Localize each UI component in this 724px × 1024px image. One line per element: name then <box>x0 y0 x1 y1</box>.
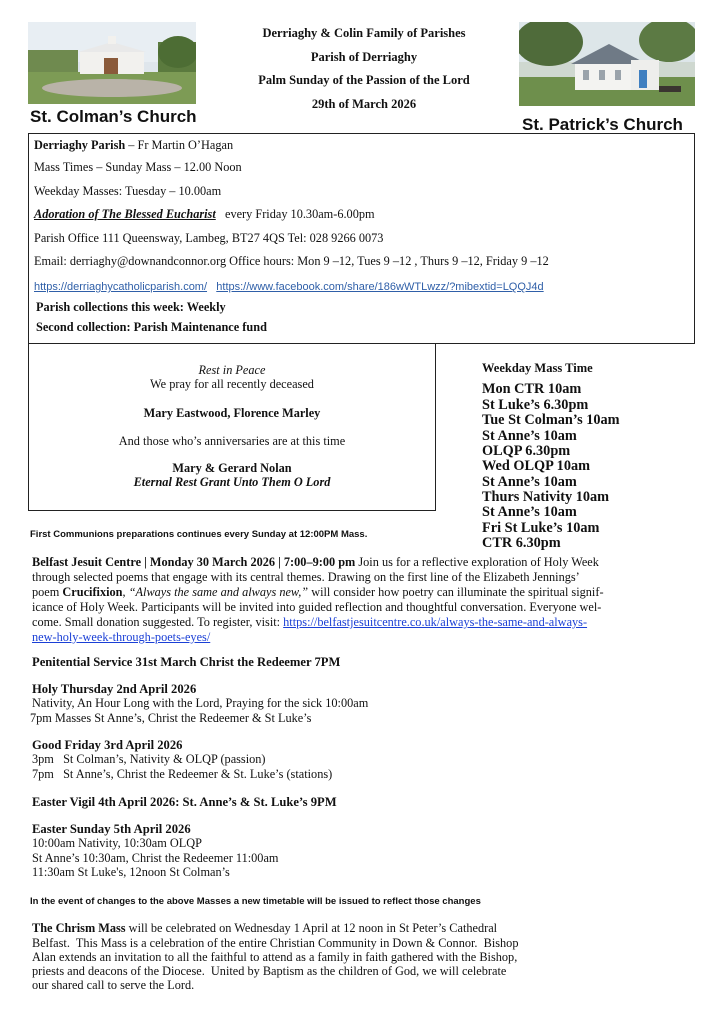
weekday-item: Thurs Nativity 10am <box>482 489 610 505</box>
jesuit-comma: , <box>122 585 129 599</box>
easter-sunday-title: Easter Sunday 5th April 2026 <box>32 822 191 836</box>
priest-name: – Fr Martin O’Hagan <box>125 138 234 152</box>
st-colmans-church-photo <box>28 22 196 104</box>
jesuit-register-link[interactable]: https://belfastjesuitcentre.co.uk/always-the-same-and-always- <box>283 615 588 629</box>
holy-thursday-title: Holy Thursday 2nd April 2026 <box>32 682 197 696</box>
st-patricks-church-label: St. Patrick’s Church <box>522 115 683 134</box>
jesuit-line-3 <box>32 585 604 600</box>
holy-thursday-line: 7pm Masses St Anne’s, Christ the Redeemer & St Luke’s <box>30 711 312 725</box>
jesuit-intro: Belfast Jesuit Centre | Monday 30 March 2026 | 7:00–9:00 pm <box>32 555 356 569</box>
penitential-service: Penitential Service 31st March Christ the Redeemer 7PM <box>32 655 341 669</box>
rip-closing: Eternal Rest Grant Unto Them O Lord <box>133 475 331 489</box>
parish-priest-line <box>34 138 233 153</box>
chrism-line-3: Alan extends an invitation to all the faithful to attend as a family in faith gathered with the Bishop, <box>32 950 518 964</box>
poem-quote: “Always the same and always new,” <box>128 585 309 599</box>
parish-collections: Parish collections this week: Weekly <box>36 300 226 314</box>
adoration-time: every Friday 10.30am-6.00pm <box>224 207 375 221</box>
chrism-line-2: Belfast. This Mass is a celebration of the entire Christian Community in Down & Connor. Bishop <box>32 936 519 950</box>
weekday-item: CTR 6.30pm <box>482 535 561 551</box>
header-liturgical-day: Palm Sunday of the Passion of the Lord <box>258 73 470 87</box>
weekday-item: St Luke’s 6.30pm <box>482 397 589 413</box>
jesuit-intro-rest: Join us for a reflective exploration of Holy Week <box>355 555 599 569</box>
easter-sunday-line: 11:30am St Luke's, 12noon St Colman’s <box>32 865 230 879</box>
rest-in-peace-box <box>28 343 436 511</box>
rip-anniversaries: And those who’s anniversaries are at this time <box>118 434 346 448</box>
weekday-item: St Anne’s 10am <box>482 474 577 490</box>
website-link[interactable]: https://derriaghycatholicparish.com/ <box>34 281 208 293</box>
chrism-line-4: priests and deacons of the Diocese. United by Baptism as the children of God, we will celebrate <box>32 964 507 978</box>
weekday-item: St Anne’s 10am <box>482 504 577 520</box>
good-friday-title: Good Friday 3rd April 2026 <box>32 738 183 752</box>
holy-thursday-line: Nativity, An Hour Long with the Lord, Praying for the sick 10:00am <box>32 696 369 710</box>
easter-sunday-line: 10:00am Nativity, 10:30am OLQP <box>32 836 202 850</box>
weekday-item: Mon CTR 10am <box>482 381 582 397</box>
good-friday-line: 7pm St Anne’s, Christ the Redeemer & St. Luke’s (stations) <box>32 767 333 781</box>
jesuit-line-3-rest: will consider how poetry can illuminate the spiritual signif- <box>308 585 604 599</box>
rip-pray: We pray for all recently deceased <box>150 377 314 391</box>
jesuit-register-link-cont[interactable]: new-holy-week-through-poets-eyes/ <box>32 630 211 644</box>
jesuit-poem-prefix: poem <box>32 585 63 599</box>
jesuit-line-2: through selected poems that engage with its central themes. Drawing on the first line of the Elizabeth Jennings’ <box>32 570 580 584</box>
chrism-line-1 <box>32 921 497 936</box>
email-office-hours: Email: derriaghy@downandconnor.org Office hours: Mon 9 –12, Tues 9 –12 , Thurs 9 –12, Friday 9 –12 <box>34 254 549 268</box>
chrism-line-1-rest: will be celebrated on Wednesday 1 April at 12 noon in St Peter’s Cathedral <box>125 921 498 935</box>
chrism-line-5: our shared call to serve the Lord. <box>32 978 195 992</box>
adoration-label: Adoration of The Blessed Eucharist <box>34 207 216 221</box>
jesuit-line-6 <box>32 630 210 645</box>
mass-times: Mass Times – Sunday Mass – 12.00 Noon <box>34 160 242 174</box>
changes-note: In the event of changes to the above Masses a new timetable will be issued to reflect those changes <box>30 896 481 907</box>
second-collection: Second collection: Parish Maintenance fund <box>36 320 267 334</box>
st-colmans-church-label: St. Colman’s Church <box>30 107 197 126</box>
easter-vigil: Easter Vigil 4th April 2026: St. Anne’s & St. Luke’s 9PM <box>32 795 337 809</box>
easter-sunday-line: St Anne’s 10:30am, Christ the Redeemer 11:00am <box>32 851 279 865</box>
rip-title: Rest in Peace <box>198 363 266 377</box>
rip-anniversary-names: Mary & Gerard Nolan <box>172 461 292 475</box>
jesuit-register: come. Small donation suggested. To register, visit: <box>32 615 284 629</box>
adoration-line <box>34 207 375 222</box>
weekday-item: Fri St Luke’s 10am <box>482 520 600 536</box>
header-parish: Parish of Derriaghy <box>310 50 418 64</box>
jesuit-line-5 <box>32 615 587 630</box>
chrism-title: The Chrism Mass <box>32 921 126 935</box>
good-friday-line: 3pm St Colman’s, Nativity & OLQP (passion) <box>32 752 266 766</box>
st-patricks-church-photo <box>519 22 695 106</box>
weekday-item: St Anne’s 10am <box>482 428 577 444</box>
jesuit-line-4: icance of Holy Week. Participants will be invited into guided reflection and thoughtful conversation. Everyone wel- <box>32 600 602 614</box>
parish-info-box <box>28 133 695 344</box>
parish-label: Derriaghy Parish <box>34 138 126 152</box>
weekday-item: Wed OLQP 10am <box>482 458 591 474</box>
poem-title: Crucifixion <box>62 585 123 599</box>
jesuit-line-1 <box>32 555 599 570</box>
rip-names: Mary Eastwood, Florence Marley <box>143 406 321 420</box>
links-line <box>34 279 544 294</box>
first-communion-note: First Communions preparations continues every Sunday at 12:00PM Mass. <box>30 529 368 540</box>
weekday-item: OLQP 6.30pm <box>482 443 571 459</box>
facebook-link[interactable]: https://www.facebook.com/share/186wWTLwzz/?mibextid=LQQJ4d <box>216 281 544 293</box>
weekday-item: Tue St Colman’s 10am <box>482 412 620 428</box>
weekday-mass-title: Weekday Mass Time <box>482 361 593 375</box>
header-date: 29th of March 2026 <box>311 97 417 111</box>
header-family-of-parishes: Derriaghy & Colin Family of Parishes <box>262 26 466 40</box>
weekday-masses: Weekday Masses: Tuesday – 10.00am <box>34 184 222 198</box>
parish-office: Parish Office 111 Queensway, Lambeg, BT27 4QS Tel: 028 9266 0073 <box>34 231 384 245</box>
